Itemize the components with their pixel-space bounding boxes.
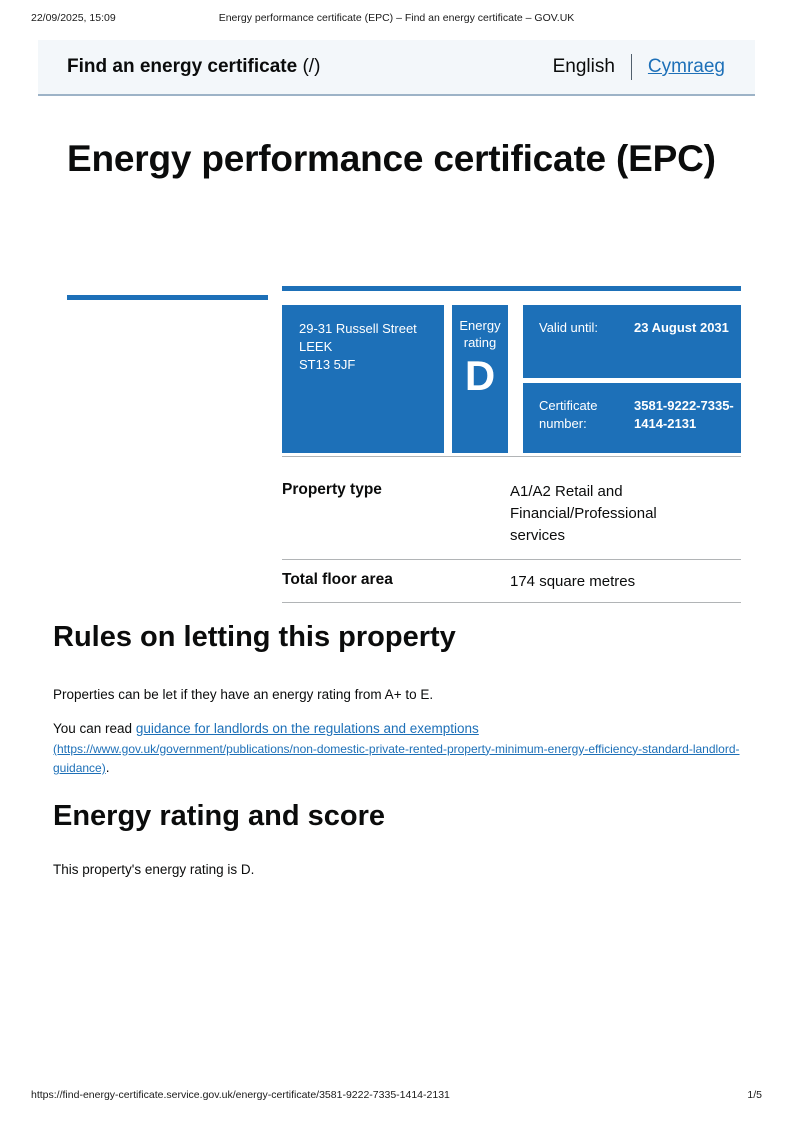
print-footer-page-indicator: 1/5 <box>747 1089 762 1101</box>
service-name-link[interactable] <box>67 56 320 78</box>
rules-paragraph-2-suffix: . <box>105 760 110 776</box>
print-datetime: 22/09/2025, 15:09 <box>31 12 116 24</box>
valid-until-value: 23 August 2031 <box>634 320 729 335</box>
score-section-heading: Energy rating and score <box>53 800 385 832</box>
certificate-number-cell <box>523 383 741 453</box>
total-floor-area-value: 174 square metres <box>510 573 636 591</box>
print-footer <box>31 1089 762 1101</box>
address-line-3: ST13 5JF <box>299 357 356 373</box>
left-column-rule <box>67 295 268 300</box>
service-name-text: Find an energy certificate <box>67 56 298 77</box>
table-row <box>282 560 741 603</box>
landlord-guidance-link[interactable] <box>53 721 740 775</box>
energy-rating-label: Energy rating <box>459 318 501 350</box>
rules-paragraph-1: Properties can be let if they have an energy rating from A+ to E. <box>53 687 434 702</box>
property-address <box>282 305 444 453</box>
language-current: English <box>552 56 615 77</box>
property-type-label: Property type <box>282 481 382 498</box>
rules-paragraph-2-prefix: You can read <box>53 721 136 736</box>
language-link-cymraeg[interactable]: Cymraeg <box>647 56 725 77</box>
site-header <box>38 40 755 96</box>
certificate-details-column <box>523 305 741 453</box>
address-line-1: 29-31 Russell Street <box>299 321 417 336</box>
service-href-display: (/) <box>302 56 321 77</box>
table-row <box>282 457 741 560</box>
page-title: Energy performance certificate (EPC) <box>67 138 716 179</box>
language-separator <box>631 54 632 80</box>
address-line-2: LEEK <box>299 339 333 355</box>
certificate-number-label: Certificate number: <box>539 398 598 432</box>
property-type-value: A1/A2 Retail and Financial/Professional services <box>510 483 657 544</box>
score-paragraph: This property's energy rating is D. <box>53 862 255 877</box>
print-header <box>31 12 762 24</box>
energy-rating-cell <box>452 305 508 453</box>
print-footer-url: https://find-energy-certificate.service.gov.uk/energy-certificate/3581-9222-7335-1414-2131 <box>31 1089 450 1101</box>
property-summary-table <box>282 456 741 603</box>
certificate-summary-box <box>282 305 741 453</box>
total-floor-area-label: Total floor area <box>282 571 393 589</box>
language-switcher <box>553 54 725 80</box>
valid-until-cell <box>523 305 741 378</box>
rules-section-heading: Rules on letting this property <box>53 621 456 653</box>
rules-paragraph-2 <box>53 719 743 778</box>
certificate-number-value: 3581-9222-7335-1414-2131 <box>634 398 734 432</box>
landlord-guidance-link-href: (https://www.gov.uk/government/publications/non-domestic-private-rented-property-minimum-energy-efficiency-standard-landlord-guidance) <box>53 741 740 776</box>
landlord-guidance-link-text: guidance for landlords on the regulations and exemptions <box>135 721 479 736</box>
main-column-rule <box>282 286 741 291</box>
energy-rating-value: D <box>464 351 496 399</box>
valid-until-label: Valid until: <box>539 320 599 335</box>
print-document-title: Energy performance certificate (EPC) – Find an energy certificate – GOV.UK <box>218 12 575 24</box>
